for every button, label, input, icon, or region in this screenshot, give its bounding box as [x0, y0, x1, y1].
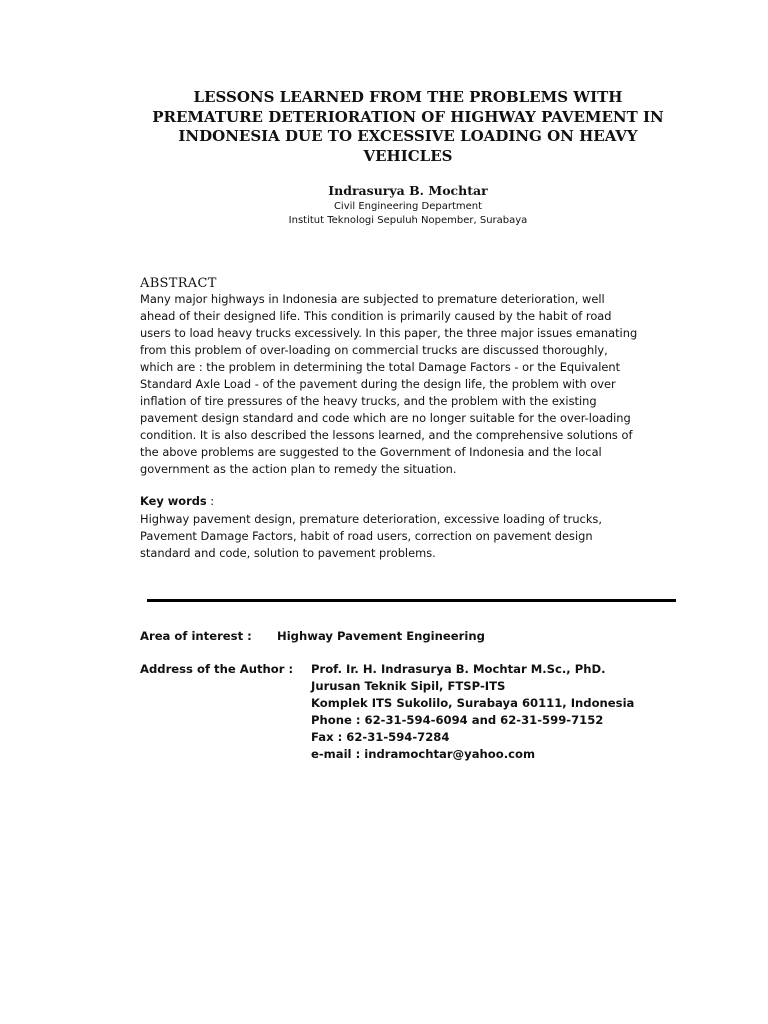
keywords-line: Highway pavement design, premature deterioration, excessive loading of trucks, [140, 512, 602, 526]
keywords-heading-label: Key words [140, 494, 207, 508]
abstract-line: which are : the problem in determining the total Damage Factors - or the Equivalent [140, 360, 621, 374]
abstract-line: inflation of tire pressures of the heavy trucks, and the problem with the existing [140, 394, 597, 408]
abstract-line: pavement design standard and code which are no longer suitable for the over-loading [140, 411, 631, 425]
keywords-line: Pavement Damage Factors, habit of road users, correction on pavement design [140, 529, 593, 543]
section-divider [147, 599, 676, 602]
area-of-interest-value: Highway Pavement Engineering [277, 629, 485, 643]
keywords-heading-colon: : [206, 494, 215, 508]
abstract-body [140, 291, 680, 478]
affiliation-department: Civil Engineering Department [333, 201, 483, 212]
keywords-heading [140, 493, 214, 510]
keywords-body [140, 511, 680, 562]
paper-title [140, 88, 676, 166]
keywords-line: standard and code, solution to pavement problems. [140, 546, 436, 560]
abstract-line: condition. It is also described the lessons learned, and the comprehensive solutions of [140, 428, 633, 442]
area-of-interest-label: Area of interest : [140, 629, 252, 643]
title-line: VEHICLES [363, 146, 453, 165]
abstract-line: Many major highways in Indonesia are subjected to premature deterioration, well [140, 292, 605, 306]
author-street-address: Komplek ITS Sukolilo, Surabaya 60111, Indonesia [311, 696, 635, 710]
title-line: LESSONS LEARNED FROM THE PROBLEMS WITH [193, 88, 623, 106]
author-full-name: Prof. Ir. H. Indrasurya B. Mochtar M.Sc., PhD. [311, 662, 606, 676]
title-line: INDONESIA DUE TO EXCESSIVE LOADING ON HEAVY [178, 127, 638, 145]
abstract-line: Standard Axle Load - of the pavement during the design life, the problem with over [140, 377, 616, 391]
author-email: e-mail : indramochtar@yahoo.com [311, 747, 536, 761]
title-line: PREMATURE DETERIORATION OF HIGHWAY PAVEMENT IN [152, 107, 664, 126]
abstract-line: government as the action plan to remedy the situation. [140, 462, 457, 476]
author-name: Indrasurya B. Mochtar [328, 183, 488, 198]
author-phone: Phone : 62-31-594-6094 and 62-31-599-7152 [311, 713, 604, 727]
author-fax: Fax : 62-31-594-7284 [311, 730, 450, 744]
abstract-line: from this problem of over-loading on commercial trucks are discussed thoroughly, [140, 343, 608, 357]
abstract-line: the above problems are suggested to the Government of Indonesia and the local [140, 445, 602, 459]
affiliation-institute: Institut Teknologi Sepuluh Nopember, Surabaya [288, 215, 528, 226]
author-address-label: Address of the Author : [140, 662, 294, 676]
abstract-line: ahead of their designed life. This condition is primarily caused by the habit of road [140, 309, 612, 323]
author-department: Jurusan Teknik Sipil, FTSP-ITS [311, 679, 506, 693]
abstract-line: users to load heavy trucks excessively. In this paper, the three major issues emanating [140, 326, 638, 340]
abstract-heading: ABSTRACT [140, 276, 217, 291]
